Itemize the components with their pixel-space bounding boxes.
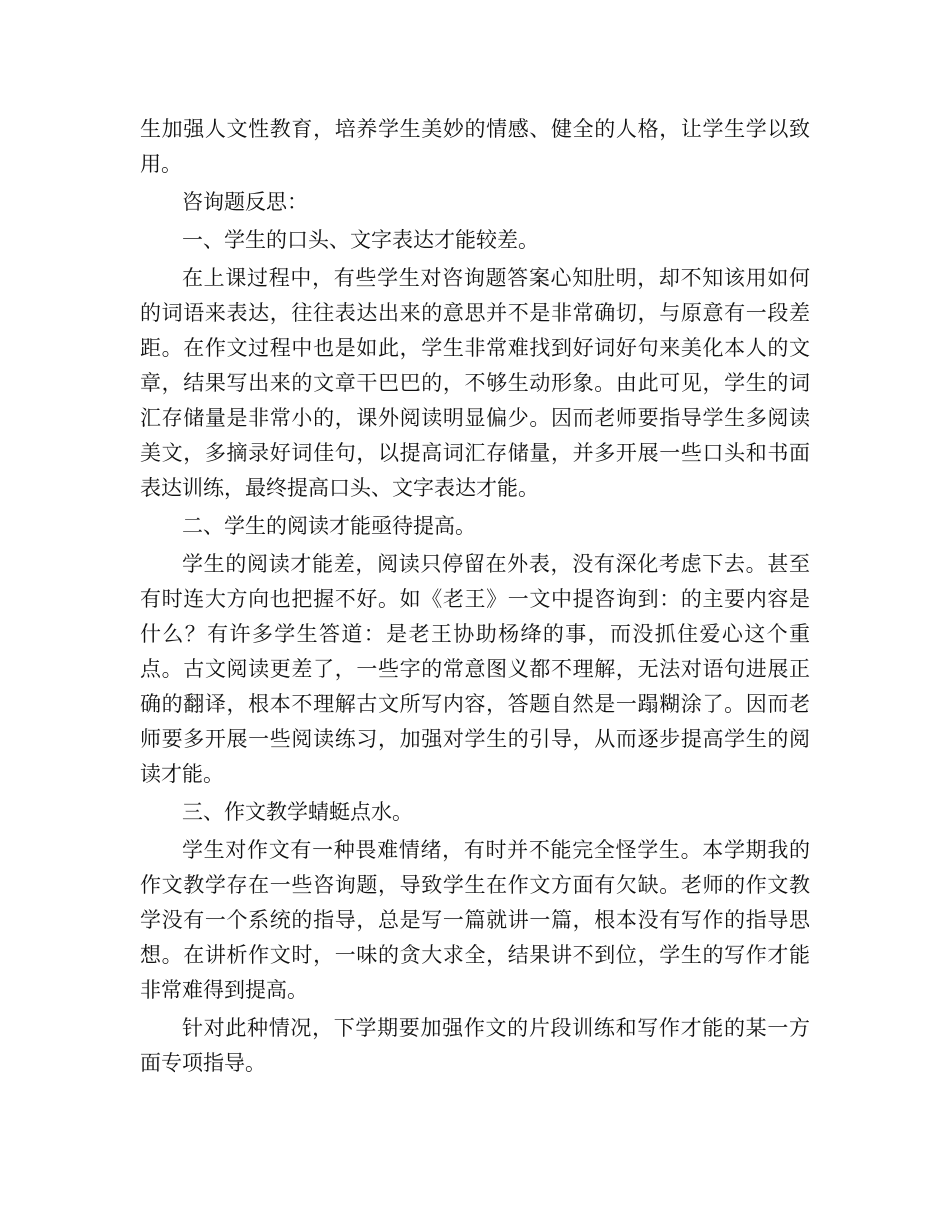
paragraph: 针对此种情况，下学期要加强作文的片段训练和写作才能的某一方面专项指导。 (140, 1016, 810, 1075)
section-heading-reflection: 咨询题反思： (182, 190, 308, 214)
paragraph: 学生对作文有一种畏难情绪，有时并不能完全怪学生。本学期我的作文教学存在一些咨询题，导致学生在作文方面有欠缺。老师的作文教学没有一个系统的指导，总是写一篇就讲一篇，根本没有写作的指导思想。在讲析作文时，一味的贪大求全，结果讲不到位，学生的写作才能非常难得到提高。 (140, 838, 810, 1002)
paragraph: 学生的阅读才能差，阅读只停留在外表，没有深化考虑下去。甚至有时连大方向也把握不好。如《老王》一文中提咨询到：的主要内容是什么？有许多学生答道：是老王协助杨绛的事，而没抓住爱心这个重点。古文阅读更差了，一些字的常意图义都不理解，无法对语句进展正确的翻译，根本不理解古文所写内容，答题自然是一蹋糊涂了。因而老师要多开展一些阅读练习，加强对学生的引导，从而逐步提高学生的阅读才能。 (140, 552, 810, 786)
paragraph: 生加强人文性教育，培养学生美妙的情感、健全的人格，让学生学以致用。 (140, 117, 810, 176)
document-page (140, 112, 810, 1084)
section-heading-2: 二、学生的阅读才能亟待提高。 (182, 514, 476, 538)
section-heading-3: 三、作文教学蜻蜓点水。 (182, 800, 413, 824)
paragraph: 在上课过程中，有些学生对咨询题答案心知肚明，却不知该用如何的词语来表达，往往表达出来的意思并不是非常确切，与原意有一段差距。在作文过程中也是如此，学生非常难找到好词好句来美化本人的文章，结果写出来的文章干巴巴的，不够生动形象。由此可见，学生的词汇存储量是非常小的，课外阅读明显偏少。因而老师要指导学生多阅读美文，多摘录好词佳句，以提高词汇存储量，并多开展一些口头和书面表达训练，最终提高口头、文字表达才能。 (140, 266, 810, 500)
section-heading-1: 一、学生的口头、文字表达才能较差。 (182, 228, 539, 252)
